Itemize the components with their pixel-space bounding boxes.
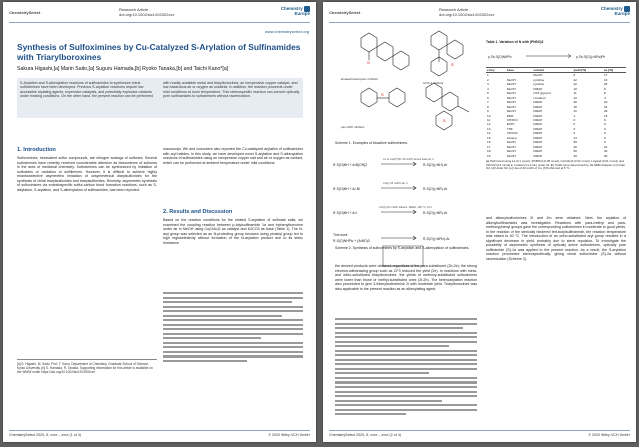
table-cell: DMAP [533, 104, 543, 109]
table-cell: MeOH [533, 73, 543, 78]
abstract-box [17, 78, 303, 118]
table-cell: DMAP [533, 153, 543, 158]
table-cell: MeOH [506, 149, 516, 154]
table-cell: 0 [573, 131, 576, 136]
table-cell: 45 [573, 104, 577, 109]
table-cell: 5 [603, 86, 606, 91]
table-cell: CF3 glycerol [533, 91, 551, 96]
table-cell: 0 [603, 122, 606, 127]
doi-link[interactable]: doi.org/10.1002/slct.202002xxx [119, 12, 175, 17]
svg-text:R-S(O)NH + Ar-Bi: R-S(O)NH + Ar-Bi [333, 187, 360, 191]
footer-rule [9, 430, 310, 431]
table-cell: DMAP [533, 126, 543, 131]
table-cell: DMAP [533, 86, 543, 91]
svg-text:p-Tol-S(O)NHPiv: p-Tol-S(O)NHPiv [488, 55, 512, 59]
scheme1-label-3: pan-CDK inhibitor [341, 125, 365, 129]
table-cell: 50 [573, 149, 577, 154]
col-entry: entry [486, 68, 506, 73]
page-header [9, 6, 310, 20]
table-cell: DMAP [533, 131, 543, 136]
footer-copyright: © 2020 Wiley-VCH GmbH [588, 433, 630, 437]
affiliation-footnote: [a] S. Higashi, M. Saito, Prof. T. Kano, Department of Chemistry, Graduate School of Science, Kyoto University. [b] S. Hamada, R. Tanaka, Supporting information for this article is available on the WWW under https://doi.org/10.1002/slct.202002xxx [17, 359, 157, 374]
table-cell: toluene [506, 135, 517, 140]
table-cell: 6 [573, 73, 576, 78]
table-cell: 10 [573, 86, 577, 91]
table-cell: MeOH [506, 95, 516, 100]
svg-text:S: S [451, 62, 454, 67]
table-cell: MeOH [506, 100, 516, 105]
table-cell: 17 [487, 144, 491, 149]
table-cell: CH3CN [506, 117, 518, 122]
svg-text:R-S(O)(=NR)-Ar: R-S(O)(=NR)-Ar [423, 187, 448, 191]
table-cell: MeOH [506, 144, 516, 149]
table-cell: 8 [603, 140, 606, 145]
table-cell: MeOH [506, 91, 516, 96]
table-cell: 8 [603, 91, 606, 96]
table-cell: 10 [487, 113, 491, 118]
website-link[interactable]: www.chemistryselect.org [264, 29, 309, 34]
header-rule [9, 22, 310, 23]
table-cell: 6 [603, 117, 606, 122]
footer-citation: ChemistrySelect 2020, 5, xxxx – xxxx (2 of 4) [329, 433, 401, 437]
scheme2-cond-2: Cu(I) (10 mol%) air, rt [383, 182, 408, 185]
col-base: base [506, 68, 533, 73]
table-cell: 19 [487, 153, 491, 158]
table-cell: 29 [573, 144, 577, 149]
table-cell: 22 [573, 82, 577, 87]
table-cell: 9 [487, 109, 489, 114]
col-yield: yield [%] [572, 68, 602, 73]
right-body-text: and alkenylsulfoximines 2t and 2m were obtained. Next, the arylation of alkenylsulfinamides was investigated. Reactions with para-methyl and para-methoxyphenyl groups gave the corresponding sulfoximines in moderate to good yields. In the reaction of the sterically hindered tert-butylsulfinamide, the reaction temperature was raised to 40 °C. The introduction of an ortho-substituted aryl group resulted in a significant decrease in yield, probably due to steric repulsion. To investigate the possibility of asymmetric synthesis of optically active sulfoximines, optically pure sulfinamide (S)-1a was applied to the present reaction. As a result, the S-arylation reaction proceeded stereospecifically, giving chiral sulfoximine (S)-2a without racemization (Scheme 3). [486, 216, 626, 261]
table-cell: DMAP [533, 149, 543, 154]
table-cell: DMAP [533, 113, 543, 118]
svg-text:S: S [367, 60, 370, 65]
author-list: Sakura Higashi,[a] Marin Saito,[a] Suguru Hamada,[b] Ryoko Tanaka,[b] and Taichi Kano*[a] [17, 66, 229, 72]
table-cell: 50 [573, 140, 577, 145]
table-cell: DMAP [533, 100, 543, 105]
table-cell: 8 [487, 104, 489, 109]
table-cell: 3 [487, 82, 489, 87]
journal-name: ChemistrySelect [329, 10, 361, 15]
table-cell: 0 [603, 131, 606, 136]
table-cell: MeOH [506, 86, 516, 91]
results-text-continued [163, 292, 303, 365]
table-cell: 49 [573, 153, 577, 158]
table-cell: 17 [603, 73, 608, 78]
page-one [3, 2, 316, 442]
table-cell: 30 [603, 149, 608, 154]
article-type: Research Article [119, 7, 149, 12]
table-cell: 0 [573, 122, 576, 127]
page-header [329, 6, 630, 20]
table-cell: pyridine [533, 77, 545, 82]
table-cell: t-butanol [533, 95, 546, 100]
table-cell: MeOH [506, 77, 516, 82]
chemistry-europe-logo: Chemistry Europe [600, 6, 630, 16]
table-cell: 16 [603, 77, 608, 82]
table-cell: 6 [487, 95, 489, 100]
scheme2-cond-1: Cu or Cu(OTf)2 (10 mol%) amine base air, rt [383, 158, 435, 161]
svg-text:R-S(O)NH + ArI: R-S(O)NH + ArI [333, 211, 357, 215]
scheme1-label-2: COX-2 inhibitor [423, 81, 444, 85]
table-cell: 14 [487, 131, 491, 136]
table-1 [486, 40, 626, 182]
table-cell: 7 [487, 100, 489, 105]
table-cell: 31 [573, 109, 577, 114]
table-cell: 0 [603, 126, 606, 131]
page-two [323, 2, 636, 442]
table-cell: 18 [487, 149, 491, 154]
table-cell: 29 [603, 109, 608, 114]
chemistry-europe-logo: Chemistry Europe [280, 6, 310, 16]
scheme1-label-1: kinase/transcription inhibitor [341, 77, 379, 81]
table-cell: DMAP [533, 140, 543, 145]
table-cell: 2 [487, 77, 489, 82]
table-cell: MeOH [506, 82, 516, 87]
table-cell: 0 [603, 135, 606, 140]
article-title: Synthesis of Sulfoximines by Cu-Catalyzed S-Arylation of Sulfinamides with Triarylboroxines [17, 42, 301, 62]
table-cell: 13 [487, 126, 491, 131]
svg-text:R-S(O)NHPiv + (ArBO)3: R-S(O)NHPiv + (ArBO)3 [333, 239, 370, 243]
table-cell: EtOH [506, 122, 515, 127]
scheme2-cond-3: Cu(II) (10 mol%) toluene, MeNH, 100 °C, 12 h [379, 206, 432, 209]
left-body-continued [335, 318, 477, 418]
table-cell: 11 [487, 117, 491, 122]
table-cell: 4 [603, 95, 606, 100]
table-cell: 1 [573, 113, 576, 118]
table-cell: 12 [487, 122, 491, 127]
svg-text:p-Tol-S(O)(=NPiv)Ph: p-Tol-S(O)(=NPiv)Ph [576, 55, 606, 59]
table-cell: 23 [603, 100, 608, 105]
scheme1-structures [331, 28, 481, 138]
table-cell: DMAP [533, 135, 543, 140]
table-cell: 4 [487, 86, 489, 91]
svg-text:S: S [443, 118, 446, 123]
table-cell: 0 [573, 117, 576, 122]
svg-text:R-S(O)(=NPiv)-Ar: R-S(O)(=NPiv)-Ar [423, 237, 450, 241]
table-reaction-scheme [486, 46, 626, 66]
table-cell: 15 [603, 113, 608, 118]
scheme2-reactions [331, 150, 481, 268]
table-cell: 48 [573, 100, 577, 105]
table-cell: 5 [487, 91, 489, 96]
results-heading: 2. Results and Discussion [163, 209, 233, 215]
footer-copyright: © 2020 Wiley-VCH GmbH [268, 433, 310, 437]
table-cell: MeOH [506, 109, 516, 114]
abstract-text-right: with readily available metal and triarylboroxines, an inexpensive copper catalyst, and low-hazardous air or oxygen as oxidants. In addition, the reaction proceeds under mild conditions at room temperature. This stereospecific reaction can convert optically pure sulfinamides to sulfoximines without racemization. [163, 81, 300, 99]
table-cell: DMAP [533, 122, 543, 127]
table-cell: pyridine [533, 82, 545, 87]
intro-heading: 1. Introduction [17, 147, 56, 153]
table-cell: 25 [603, 82, 608, 87]
table-notes: [a] Performed using 1a (0.1 mmol), (PhBO)3 (0.05 mmol), Cu(OAc)2 (0.01 mmol), L ligand (0.01 mmol), and K2CO3 (0.2 mmol) in a solvent (1.0 mL) under air. [b] Yields were determined by 1H NMR analysis. [c] Under O2. [d] Under N2. [e] Use of 20 mol% of Cu. [f] Performed at 5 °C. [486, 160, 626, 171]
table-cell: DMAP [533, 109, 543, 114]
table-cell: 50 [603, 153, 608, 158]
table-cell: 12 [573, 95, 577, 100]
table-cell: 21 [603, 144, 608, 149]
left-body-text: the desired products were obtained regardless of the para-substituent (2b-2e); the strong electron-withdrawing group such as CF3 reduced the yield (2e). In reactions with meta- and ortho-substituted triarylboroxines, the yields of methoxy-substituted sulfoximines were lower than those of methyl-substituted ones (2f-2h). The heteroarylation reaction also proceeded to give 3-thienylsulfoximine 2i with moderate yield. Triarylboroxines was also applicable to the present reaction as an alkenylating agent, [335, 264, 477, 291]
table-cell: 1 [487, 73, 489, 78]
table-cell: 11 [573, 91, 577, 96]
table-row [486, 154, 626, 158]
table-cell: 0 [573, 126, 576, 131]
table-cell: CH2Cl2 [506, 131, 518, 136]
col-solvent: solvent [532, 68, 572, 73]
intro-text-right: manuscript, We and coworkers also reported the Cu-catalyzed arylation of sulfinamides with aryl halides. In this study, we have developed novel S-arylation and S-alkenylation reactions of sulfinamides using an inexpensive copper salt and air or oxygen as oxidant, which can be performed at ambient temperature under mild conditions. [163, 147, 303, 165]
svg-text:R-S(O)NH + ArB(OH)2: R-S(O)NH + ArB(OH)2 [333, 163, 368, 167]
table-cell: MeOH [506, 153, 516, 158]
table-cell: 16 [487, 140, 491, 145]
table-cell: 15 [487, 135, 491, 140]
svg-text:R-S(O)(=NH)-Ar: R-S(O)(=NH)-Ar [423, 163, 448, 167]
scheme2-caption: Scheme 2. Synthesis of sulfoximines by S-arylation and S-alkenylation of sulfinamides. [335, 246, 470, 250]
table-cell: 31 [603, 104, 608, 109]
svg-text:R-S(O)(=NR)-Ar: R-S(O)(=NR)-Ar [423, 211, 448, 215]
abstract-text-left: S-Arylation and S-alkenylation reactions of sulfinamides to synthesize chiral sulfoximines have been developed. Previous S-arylation reactions require low accessible arylating agents, expensive catalysts, and potentially explosive oxidants under heating conditions. On the other hand, the present reaction can be performed [20, 81, 154, 99]
table-cell: DMAP [533, 117, 543, 122]
footer-citation: ChemistrySelect 2020, 5, xxxx – xxxx (1 of 4) [9, 433, 81, 437]
table-cell: THF [506, 126, 513, 131]
table-cell: MeOH [506, 140, 516, 145]
doi-link[interactable]: doi.org/10.1002/slct.202002xxx [439, 12, 495, 17]
journal-name: ChemistrySelect [9, 10, 41, 15]
this-work-label: This work [333, 233, 348, 237]
table-cell: DMAP [533, 144, 543, 149]
intro-text: Sulfoximines, hexavalent sulfur compounds, are nitrogen analogs of sulfones. Several sulfoximines have recently received considerable attention as bioisosteres of sulfones in the area of medicinal chemistry. Sulfoximines can be synthesized by imidation of sulfoxides or oxidation of sulfilimines. However, it is difficult to achieve highly enantioselective asymmetric imidation of unsymmetrical diarylsulfoxides for the synthesis of chiral triarylsulfoxides and triarylsulfimides. Recently, asymmetric synthesis of sulfoximines via enantiospecific sulfur-carbon bond formation reactions, such as S-alkylation, S-arylation, and S-alkenylation of sulfinamides, has been reported. [17, 156, 157, 192]
article-type: Research Article [439, 7, 469, 12]
table-cell: 14 [573, 135, 577, 140]
table-title: Table 1. Variation of N with (PhBO)3 [486, 40, 544, 44]
svg-text:S: S [381, 92, 384, 97]
table-cell: 22 [573, 77, 577, 82]
scheme1-caption: Scheme 1. Examples of bioactive sulfoximines. [335, 141, 408, 145]
header-rule [329, 22, 630, 23]
table-cell: DMF [506, 113, 514, 118]
results-text: Based on the reaction conditions for the related S-arylation of sulfinate salts, we examined the coupling reaction between p-tolylsulfinamide 1a and triphenylboroxine under air in MeOH using Cu(OAc)2 as catalyst and K2CO3 as base (Table 1). The N-aryl group was selected as an N-protecting group because using pivaloyl group led to high regioselectivity without formation of the N-arylation product due to its steric hindrance. [163, 218, 303, 245]
table-cell: MeOH [506, 104, 516, 109]
col-ee: ee [%] [603, 68, 626, 73]
footer-rule [329, 430, 630, 431]
